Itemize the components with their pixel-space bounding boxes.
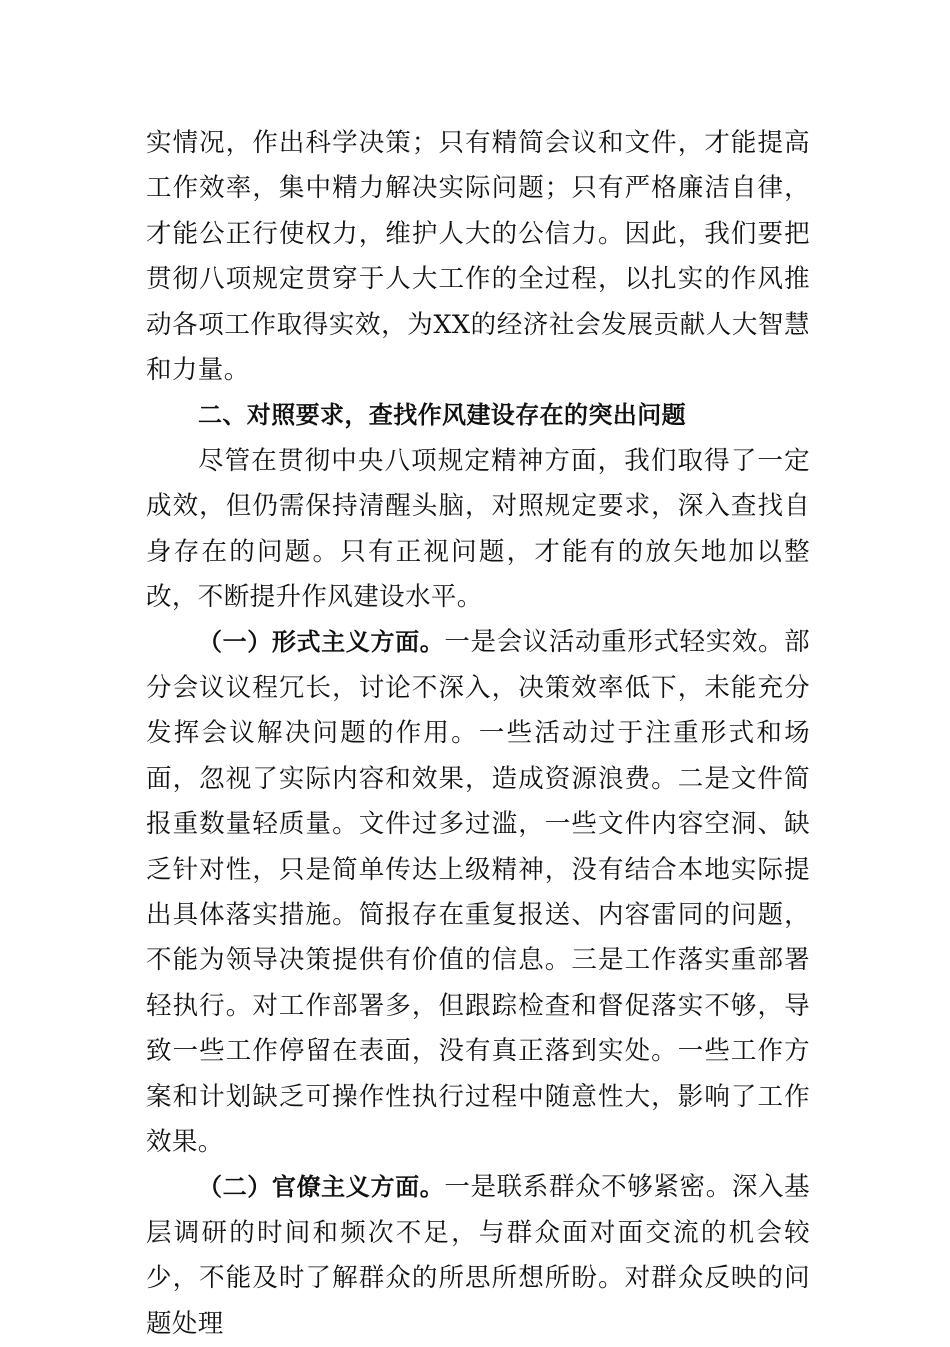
- section-heading-2: 二、对照要求，查找作风建设存在的突出问题: [198, 401, 686, 430]
- subsection-body-formalism: 一是会议活动重形式轻实效。部分会议议程冗长，讨论不深入，决策效率低下，未能充分发挥会议解决问题的作用。一些活动过于注重形式和场面，忽视了实际内容和效果，造成资源浪费。二是文件简报重数量轻质量。文件过多过滥，一些文件内容空洞、缺乏针对性，只是简单传达上级精神，没有结合本地实际提出具体落实措施。简报存在重复报送、内容雷同的问题，不能为领导决策提供有价值的信息。三是工作落实重部署轻执行。对工作部署多，但跟踪检查和督促落实不够，导致一些工作停留在表面，没有真正落到实处。一些工作方案和计划缺乏可操作性执行过程中随意性大，影响了工作效果。: [146, 627, 810, 1157]
- paragraph-formalism: [146, 620, 810, 1165]
- subsection-body-bureaucratism: 一是联系群众不够紧密。深入基层调研的时间和频次不足，与群众面对面交流的机会较少，不能及时了解群众的所思所想所盼。对群众反映的问题处理: [146, 1172, 810, 1339]
- subsection-title-formalism: （一）形式主义方面。: [198, 628, 445, 657]
- paragraph-bureaucratism: [146, 1165, 810, 1347]
- paragraph-intro: 尽管在贯彻中央八项规定精神方面，我们取得了一定成效，但仍需保持清醒头脑，对照规定要求，深入查找自身存在的问题。只有正视问题，才能有的放矢地加以整改，不断提升作风建设水平。: [146, 445, 810, 613]
- subsection-title-bureaucratism: （二）官僚主义方面。: [198, 1173, 445, 1202]
- document-body: [146, 121, 810, 1347]
- paragraph-continuation: 实情况，作出科学决策；只有精简会议和文件，才能提高工作效率，集中精力解决实际问题；只有严格廉洁自律，才能公正行使权力，维护人大的公信力。因此，我们要把贯彻八项规定贯穿于人大工作的全过程，以扎实的作风推动各项工作取得实效，为XX的经济社会发展贡献人大智慧和力量。: [146, 128, 810, 386]
